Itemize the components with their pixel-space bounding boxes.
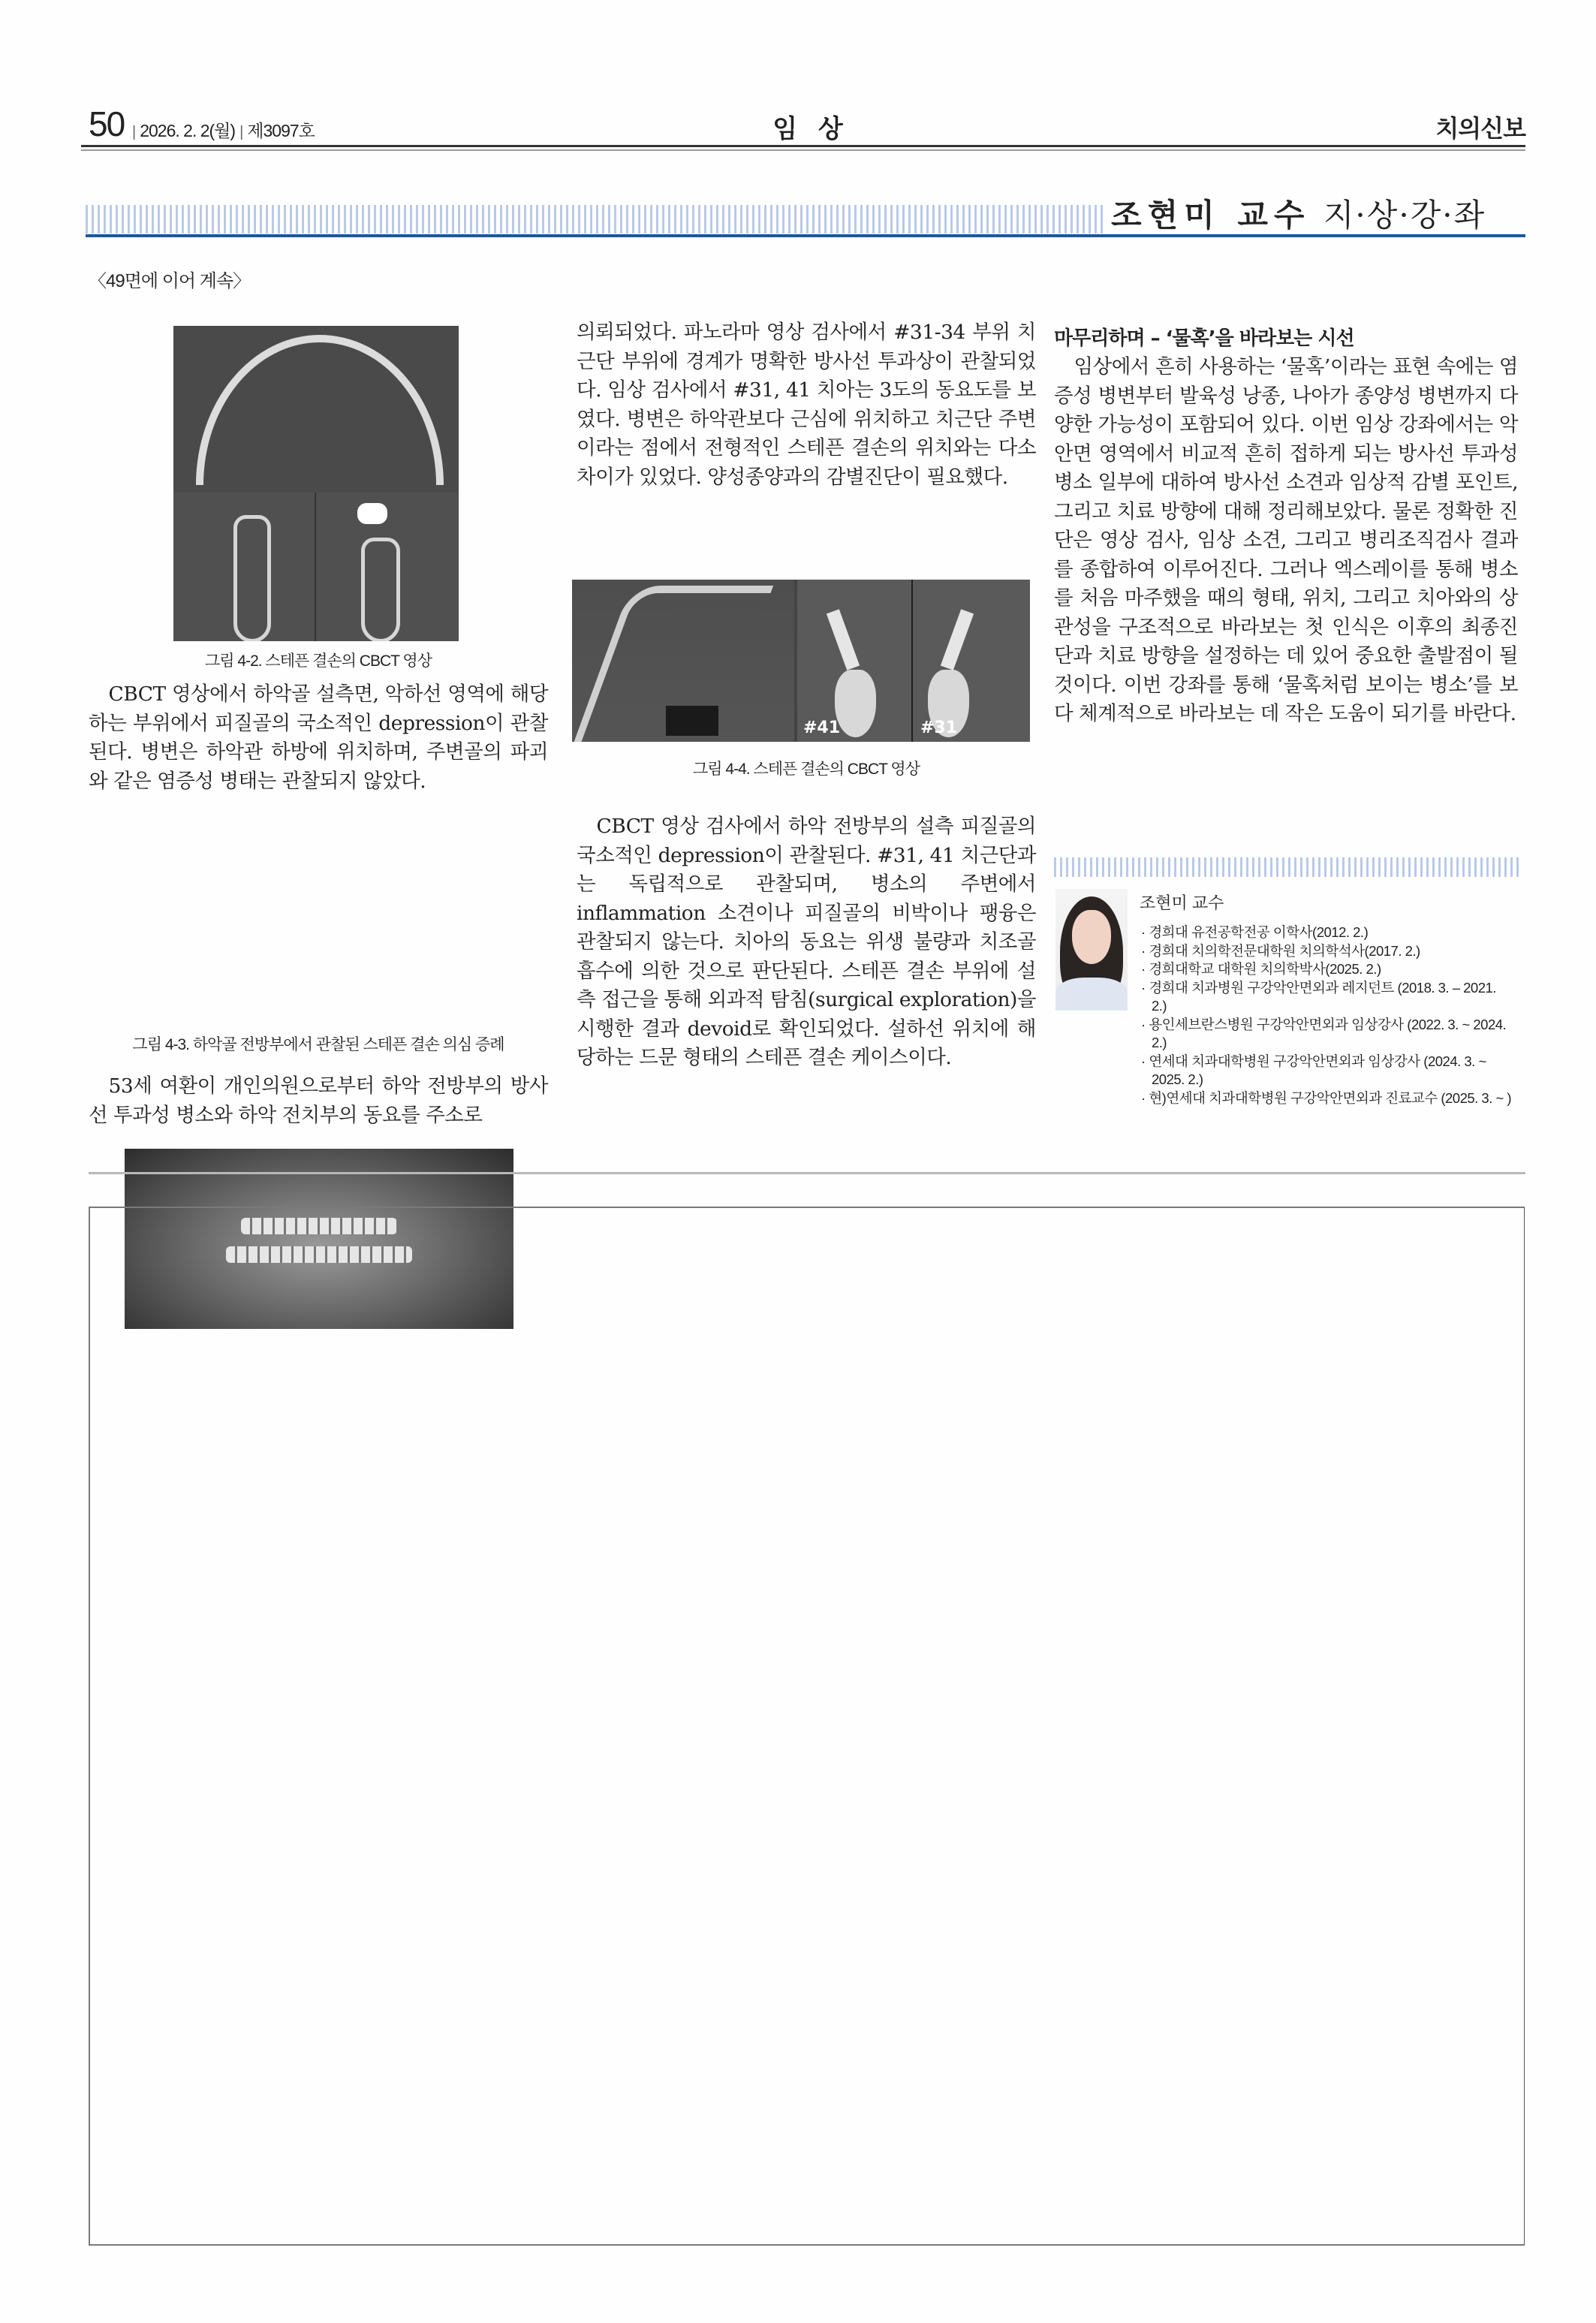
profile-barcode-decoration bbox=[1054, 857, 1519, 877]
photo-face bbox=[1072, 910, 1111, 964]
conclusion-subheading: 마무리하며 – ‘물혹’을 바라보는 시선 bbox=[1054, 327, 1354, 350]
tooth-label-41: #41 bbox=[803, 719, 841, 737]
newspaper-brand: 치의신보 bbox=[1435, 114, 1525, 143]
career-item: · 용인세브란스병원 구강악안면외과 임상강사 (2022. 3. ~ 2024. 2.) bbox=[1141, 1016, 1507, 1050]
mandible-arch-shape bbox=[196, 335, 444, 485]
career-item: · 현)연세대 치과대학병원 구강악안면외과 진료교수 (2025. 3. ~ ) bbox=[1141, 1089, 1512, 1106]
photo-coat bbox=[1055, 978, 1128, 1011]
col3-paragraph: 임상에서 흔히 사용하는 ‘물혹’이라는 표현 속에는 염증성 병변부터 발육성 낭종, 나아가 종양성 병변까지 다양한 가능성이 포함되어 있다. 이번 임상 강좌에서는 악안면 영역에서 비교적 흔히 접하게 되는 방사선 투과성 병소 일부에 대하여 방사선 소견과 임상적 감별 포인트, 그리고 치료 방향에 대해 정리해보았다. 물론 정확한 진단은 영상 검사, 임상 소견, 그리고 병리조직검사 결과를 종합하여 이루어진다. 그러나 엑스레이를 통해 병소를 처음 마주했을 때의 형태, 위치, 그리고 치아와의 상관성을 구조적으로 바라보는 첫 인식은 이후의 최종진단과 치료 방향을 설정하는 데 있어 중요한 출발점이 될 것이다. 이번 강좌를 통해 ‘물혹처럼 보이는 병소’를 보다 체계적으로 바라보는 데 작은 도움이 되기를 바란다. bbox=[1054, 355, 1518, 725]
career-item: · 경희대학교 대학원 치의학박사(2025. 2.) bbox=[1141, 961, 1381, 977]
profile-name: 조현미 교수 bbox=[1140, 893, 1224, 912]
figure-4-4-caption: 그림 4-4. 스테픈 결손의 CBCT 영상 bbox=[692, 761, 920, 778]
ct-axial-view bbox=[572, 580, 794, 742]
ct-section-31 bbox=[913, 580, 1030, 742]
continuation-note: 〈49면에 이어 계속〉 bbox=[89, 271, 251, 291]
career-item: · 경희대 유전공학전공 이학사(2012. 2.) bbox=[1141, 924, 1369, 940]
advertisement-placeholder-box bbox=[89, 1207, 1525, 2246]
col1-paragraph-2: 53세 여환이 개인의원으로부터 하악 전방부의 방사선 투과성 병소와 하악 전치부의 동요를 주소로 bbox=[89, 1074, 548, 1127]
ct-section-41 bbox=[797, 580, 913, 742]
divider: | bbox=[132, 124, 136, 140]
author-photo bbox=[1055, 889, 1128, 1011]
column-1 bbox=[89, 0, 548, 1127]
series-banner-title bbox=[1111, 191, 1486, 236]
series-name: 지·상·강·좌 bbox=[1323, 197, 1486, 234]
career-item: · 경희대 치과병원 구강악안면외과 레지던트 (2018. 3. – 2021. 2.) bbox=[1141, 979, 1496, 1014]
profile-career-list bbox=[1138, 923, 1513, 1107]
col2-paragraph-1: 의뢰되었다. 파노라마 영상 검사에서 #31-34 부위 치근단 부위에 경계가 명확한 방사선 투과상이 관찰되었다. 임상 검사에서 #31, 41 치아는 3도의 동요도를 보였다. 병변은 하악관보다 근심에 위치하고 치근단 주변이라는 점에서 전형적인 스테픈 결손의 위치와는 다소 차이가 있었다. 양성종양과의 감별진단이 필요했다. bbox=[577, 321, 1036, 489]
tooth-label-31: #31 bbox=[920, 719, 958, 737]
figure-4-2-caption: 그림 4-2. 스테픈 결손의 CBCT 영상 bbox=[204, 652, 432, 670]
figure-4-2-image bbox=[173, 326, 459, 641]
career-item: · 연세대 치과대학병원 구강악안면외과 임상강사 (2024. 3. ~ 2025. 2.) bbox=[1141, 1053, 1486, 1087]
section-title: 임 상 bbox=[772, 114, 849, 144]
ct-crosssection-right bbox=[316, 493, 459, 641]
col2-paragraph-2: CBCT 영상 검사에서 하악 전방부의 설측 피질골의 국소적인 depression이 관찰된다. #31, 41 치근단과는 독립적으로 관찰되며, 병소의 주변에서 inflammation 소견이나 피질골의 비박이나 팽융은 관찰되지 않는다. 치아의 동요는 위생 불량과 치조골 흡수에 의한 것으로 판단된다. 스테픈 결손 부위에 설측 접근을 통해 외과적 탐침(surgical exploration)을 시행한 결과 devoid로 확인되었다. 설하선 위치에 해당하는 드문 형태의 스테픈 결손 케이스이다. bbox=[577, 815, 1036, 1069]
issue-number: 제3097호 bbox=[247, 121, 315, 140]
career-item: · 경희대 치의학전문대학원 치의학석사(2017. 2.) bbox=[1141, 942, 1420, 959]
figure-4-4-image bbox=[572, 580, 1030, 742]
column-2 bbox=[577, 0, 1036, 1069]
divider: | bbox=[239, 124, 243, 140]
issue-date: 2026. 2. 2(월) bbox=[140, 121, 236, 140]
article-end-rule bbox=[89, 1172, 1525, 1174]
page-number: 50 bbox=[89, 104, 125, 143]
col1-paragraph-1: CBCT 영상에서 하악골 설측면, 악하선 영역에 해당하는 부위에서 피질골의 국소적인 depression이 관찰된다. 병변은 하악관 하방에 위치하며, 주변골의 파괴와 같은 염증성 병태는 관찰되지 않았다. bbox=[89, 682, 548, 793]
ct-crosssection-left bbox=[173, 493, 316, 641]
figure-4-3-caption: 그림 4-3. 하악골 전방부에서 관찰된 스테픈 결손 의심 증례 bbox=[132, 1036, 504, 1053]
author-name: 조현미 교수 bbox=[1111, 197, 1311, 234]
